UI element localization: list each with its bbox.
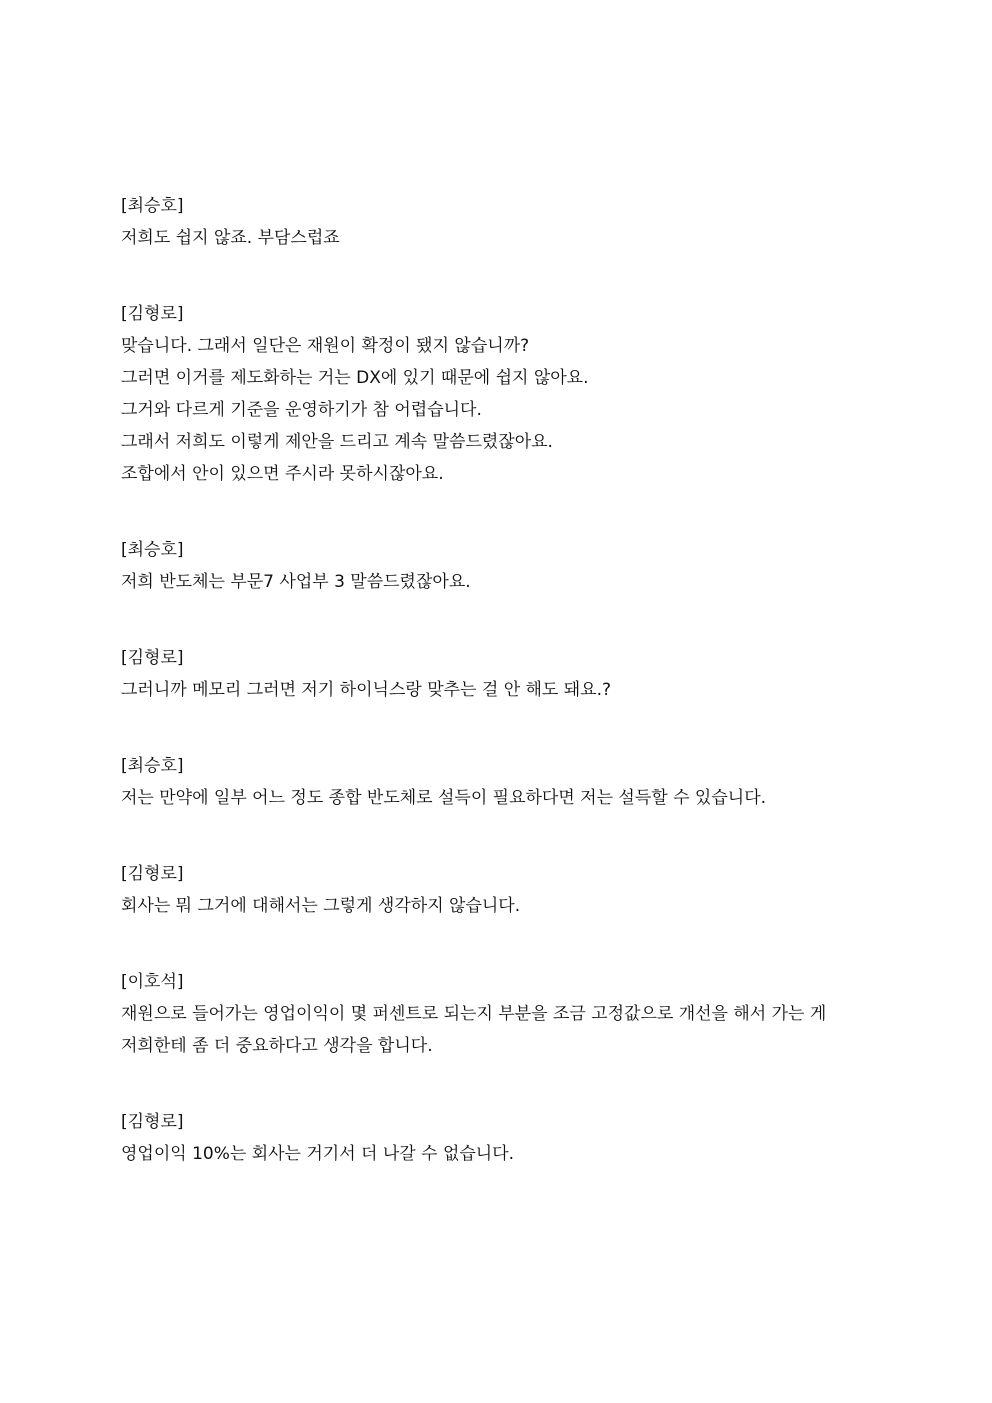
utterance-line: 회사는 뭐 그거에 대해서는 그렇게 생각하지 않습니다.	[121, 896, 521, 916]
utterance-line: 그래서 저희도 이렇게 제안을 드리고 계속 말씀드렸잖아요.	[121, 432, 553, 452]
transcript-turn	[121, 642, 881, 706]
utterance-line: 저희 반도체는 부문7 사업부 3 말씀드렸잖아요.	[121, 572, 471, 592]
speaker-label: [최승호]	[121, 196, 184, 216]
utterance-line: 저희도 쉽지 않죠. 부담스럽죠	[121, 228, 340, 248]
utterance-line: 맞습니다. 그래서 일단은 재원이 확정이 됐지 않습니까?	[121, 336, 530, 356]
transcript-page	[121, 190, 881, 1214]
transcript-turn	[121, 190, 881, 254]
transcript-turn	[121, 298, 881, 490]
speaker-label: [최승호]	[121, 540, 184, 560]
utterance-line: 재원으로 들어가는 영업이익이 몇 퍼센트로 되는지 부분을 조금 고정값으로 개선을 해서 가는 게 저희한테 좀 더 중요하다고 생각을 합니다.	[121, 1004, 827, 1056]
speaker-label: [김형로]	[121, 1112, 184, 1132]
utterance-line: 저는 만약에 일부 어느 정도 종합 반도체로 설득이 필요하다면 저는 설득할 수 있습니다.	[121, 788, 767, 808]
utterance-line: 영업이익 10%는 회사는 거기서 더 나갈 수 없습니다.	[121, 1144, 515, 1164]
speaker-label: [최승호]	[121, 756, 184, 776]
transcript-turn	[121, 1106, 881, 1170]
transcript-turn	[121, 750, 881, 814]
utterance-line: 조합에서 안이 있으면 주시라 못하시잖아요.	[121, 464, 444, 484]
speaker-label: [이호석]	[121, 972, 184, 992]
transcript-turn	[121, 858, 881, 922]
speaker-label: [김형로]	[121, 304, 184, 324]
transcript-turn	[121, 966, 881, 1062]
speaker-label: [김형로]	[121, 864, 184, 884]
utterance-line: 그거와 다르게 기준을 운영하기가 참 어렵습니다.	[121, 400, 482, 420]
speaker-label: [김형로]	[121, 648, 184, 668]
utterance-line: 그러면 이거를 제도화하는 거는 DX에 있기 때문에 쉽지 않아요.	[121, 368, 589, 388]
utterance-line: 그러니까 메모리 그러면 저기 하이닉스랑 맞추는 걸 안 해도 돼요.?	[121, 680, 612, 700]
transcript-turn	[121, 534, 881, 598]
